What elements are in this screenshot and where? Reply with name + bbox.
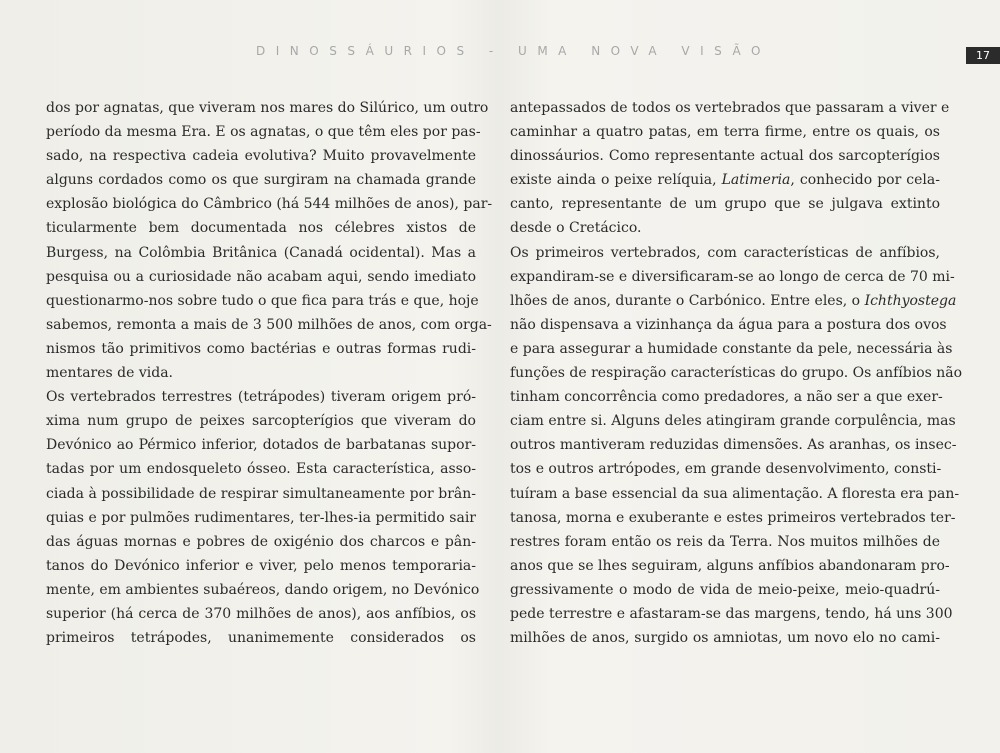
right-column-line: tanosa, morna e exuberante e estes primeiros vertebrados ter- xyxy=(510,509,956,526)
left-column-line: quias e por pulmões rudimentares, ter-lhes-ia permitido sair xyxy=(46,509,476,526)
right-column-line: gressivamente o modo de vida de meio-peixe, meio-quadrú- xyxy=(510,581,940,598)
right-column-line: outros mantiveram reduzidas dimensões. As aranhas, os insec- xyxy=(510,437,957,454)
right-column-line: caminhar a quatro patas, em terra firme, entre os quais, os xyxy=(510,124,940,141)
left-column-line: nismos tão primitivos como bactérias e outras formas rudi- xyxy=(46,340,476,357)
right-column-line: tuíram a base essencial da sua alimentação. A floresta era pan- xyxy=(510,485,960,502)
taxon-name: Latimeria xyxy=(721,172,791,189)
right-column-line: dinossáurios. Como representante actual dos sarcopterígios xyxy=(510,148,940,165)
left-column-line: explosão biológica do Câmbrico (há 544 milhões de anos), par- xyxy=(46,196,493,213)
left-column-line: ticularmente bem documentada nos célebres xistos de xyxy=(46,220,476,237)
left-column-line: sabemos, remonta a mais de 3 500 milhões de anos, com orga- xyxy=(46,316,492,333)
left-column-line: sado, na respectiva cadeia evolutiva? Muito provavelmente xyxy=(46,148,476,165)
page-number-badge: 17 xyxy=(966,47,1000,64)
right-column-line: lhões de anos, durante o Carbónico. Entre eles, o Ichthyostega xyxy=(510,292,957,309)
right-column-line: pede terrestre e afastaram-se das margens, tendo, há uns 300 xyxy=(510,605,953,622)
left-column-line: questionarmo-nos sobre tudo o que fica para trás e que, hoje xyxy=(46,292,479,309)
left-column-line: das águas mornas e pobres de oxigénio dos charcos e pân- xyxy=(46,533,476,550)
taxon-name: Ichthyostega xyxy=(864,292,957,309)
right-column-line: antepassados de todos os vertebrados que passaram a viver e xyxy=(510,100,950,116)
left-column-line: alguns cordados como os que surgiram na chamada grande xyxy=(46,172,476,189)
running-header: DINOSSÁURIOS - UMA NOVA VISÃO xyxy=(256,44,771,58)
left-column-line: tanos do Devónico inferior e viver, pelo menos temporaria- xyxy=(46,557,476,574)
right-column-line: tos e outros artrópodes, em grande desenvolvimento, consti- xyxy=(510,461,942,478)
left-text-column xyxy=(46,96,493,650)
right-text-column xyxy=(510,96,963,650)
right-column-line: ciam entre si. Alguns deles atingiram grande corpulência, mas xyxy=(510,413,956,430)
left-column-line: período da mesma Era. E os agnatas, o que têm eles por pas- xyxy=(46,124,481,141)
right-column-line: e para assegurar a humidade constante da pele, necessária às xyxy=(510,340,953,357)
right-column-line: anos que se lhes seguiram, alguns anfíbios abandonaram pro- xyxy=(510,557,950,574)
right-column-line: milhões de anos, surgido os amniotas, um novo elo no cami- xyxy=(510,630,940,647)
left-column-line: ciada à possibilidade de respirar simultaneamente por brân- xyxy=(46,485,476,502)
left-column-line: primeiros tetrápodes, unanimemente considerados os xyxy=(46,630,476,647)
right-column-line: expandiram-se e diversificaram-se ao longo de cerca de 70 mi- xyxy=(510,268,955,285)
left-column-line: mente, em ambientes subaéreos, dando origem, no Devónico xyxy=(46,581,480,598)
right-column-line: não dispensava a vizinhança da água para a postura dos ovos xyxy=(510,316,947,333)
left-column-line: xima num grupo de peixes sarcopterígios que viveram do xyxy=(46,413,476,430)
left-column-line: Os vertebrados terrestres (tetrápodes) tiveram origem pró- xyxy=(46,389,476,406)
right-column-line: Os primeiros vertebrados, com características de anfíbios, xyxy=(510,244,940,261)
right-column-line: canto, representante de um grupo que se julgava extinto xyxy=(510,196,940,213)
left-column-line: mentares de vida. xyxy=(46,365,174,382)
right-column-line: funções de respiração características do grupo. Os anfíbios não xyxy=(510,365,963,382)
left-column-line: tadas por um endosqueleto ósseo. Esta característica, asso- xyxy=(46,461,476,478)
right-column-line: existe ainda o peixe relíquia, Latimeria, conhecido por cela- xyxy=(510,172,940,189)
right-column-line: desde o Cretácico. xyxy=(510,220,642,237)
right-column-line: tinham concorrência como predadores, a não ser a que exer- xyxy=(510,389,943,406)
left-column-line: Burgess, na Colômbia Britânica (Canadá ocidental). Mas a xyxy=(46,244,476,261)
left-column-line: dos por agnatas, que viveram nos mares do Silúrico, um outro xyxy=(46,100,489,116)
left-column-line: pesquisa ou a curiosidade não acabam aqui, sendo imediato xyxy=(46,268,476,285)
left-column-line: superior (há cerca de 370 milhões de anos), aos anfíbios, os xyxy=(46,605,476,622)
right-column-line: restres foram então os reis da Terra. Nos muitos milhões de xyxy=(510,533,940,550)
left-column-line: Devónico ao Pérmico inferior, dotados de barbatanas supor- xyxy=(46,437,476,454)
